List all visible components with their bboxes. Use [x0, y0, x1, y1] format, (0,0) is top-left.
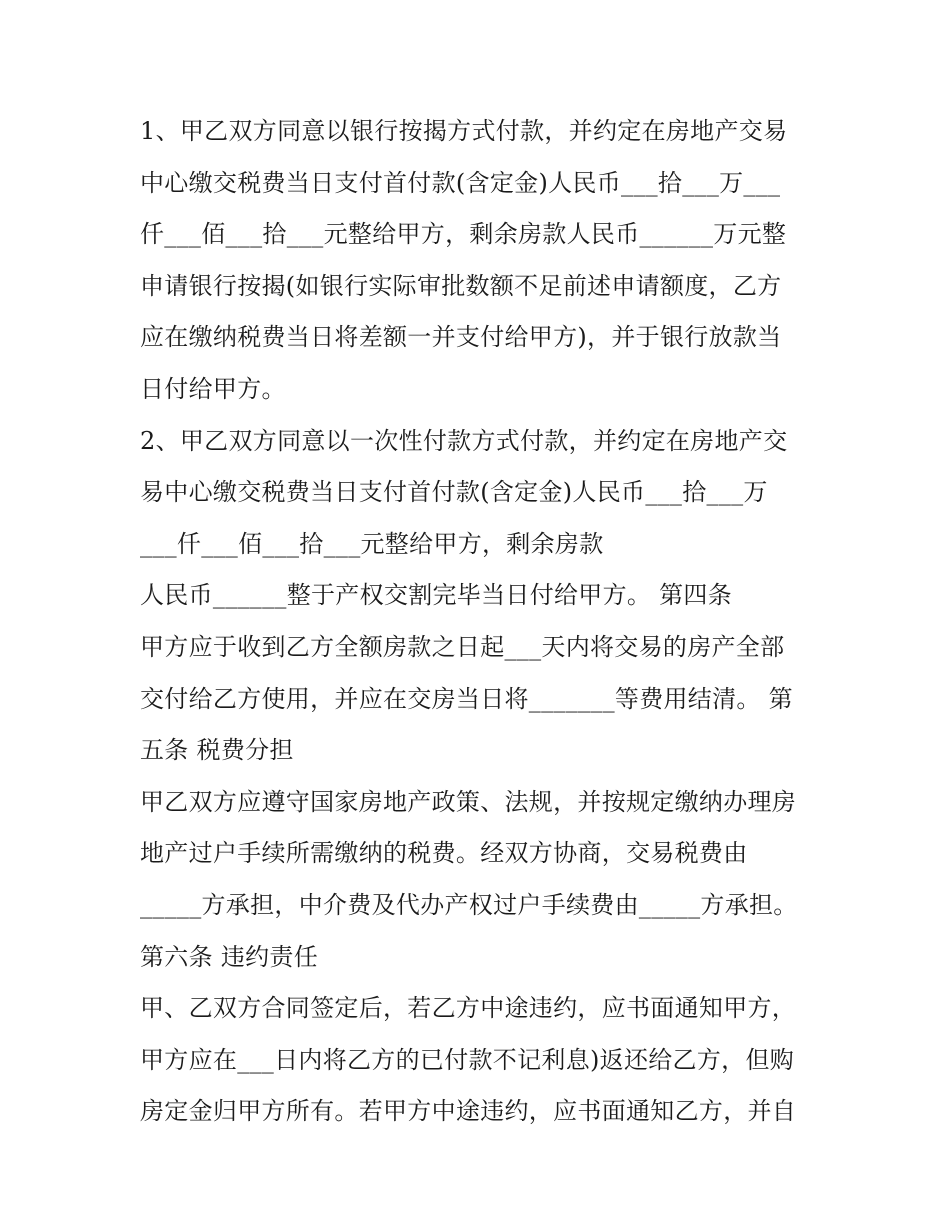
contract-text [140, 106, 830, 1138]
text-line: 第六条 违约责任 [140, 942, 319, 971]
text-line: 甲、乙双方合同签定后，若乙方中途违约，应书面通知甲方， [140, 994, 797, 1023]
text-line: 日付给甲方。 [140, 374, 286, 403]
text-line: 仟___佰___拾___元整给甲方，剩余房款人民币______万元整 [140, 220, 787, 249]
text-line: 1、甲乙双方同意以银行按揭方式付款，并约定在房地产交易 [140, 117, 788, 145]
text-line: 应在缴纳税费当日将差额一并支付给甲方)，并于银行放款当 [140, 323, 782, 352]
text-line: 甲方应于收到乙方全额房款之日起___天内将交易的房产全部 [140, 632, 785, 661]
text-line: 人民币______整于产权交割完毕当日付给甲方。 第四条 [140, 581, 733, 610]
text-line: 申请银行按揭(如银行实际审批数额不足前述申请额度，乙方 [140, 271, 782, 300]
text-line: 地产过户手续所需缴纳的税费。经双方协商，交易税费由 [140, 839, 748, 868]
text-line: 甲乙双方应遵守国家房地产政策、法规，并按规定缴纳办理房 [140, 787, 797, 816]
text-line: 甲方应在___日内将乙方的已付款不记利息)返还给乙方，但购 [140, 1045, 795, 1074]
text-line: _____方承担，中介费及代办产权过户手续费由_____方承担。 [140, 890, 798, 919]
text-line: 房定金归甲方所有。若甲方中途违约，应书面通知乙方，并自 [140, 1097, 797, 1126]
text-line: ___仟___佰___拾___元整给甲方，剩余房款 [140, 529, 604, 558]
text-line: 五条 税费分担 [140, 736, 294, 765]
text-line: 交付给乙方使用，并应在交房当日将_______等费用结清。 第 [140, 684, 793, 713]
text-line: 中心缴交税费当日支付首付款(含定金)人民币___拾___万___ [140, 168, 781, 197]
text-line: 2、甲乙双方同意以一次性付款方式付款，并约定在房地产交 [140, 426, 788, 455]
text-line: 易中心缴交税费当日支付首付款(含定金)人民币___拾___万 [140, 478, 768, 507]
